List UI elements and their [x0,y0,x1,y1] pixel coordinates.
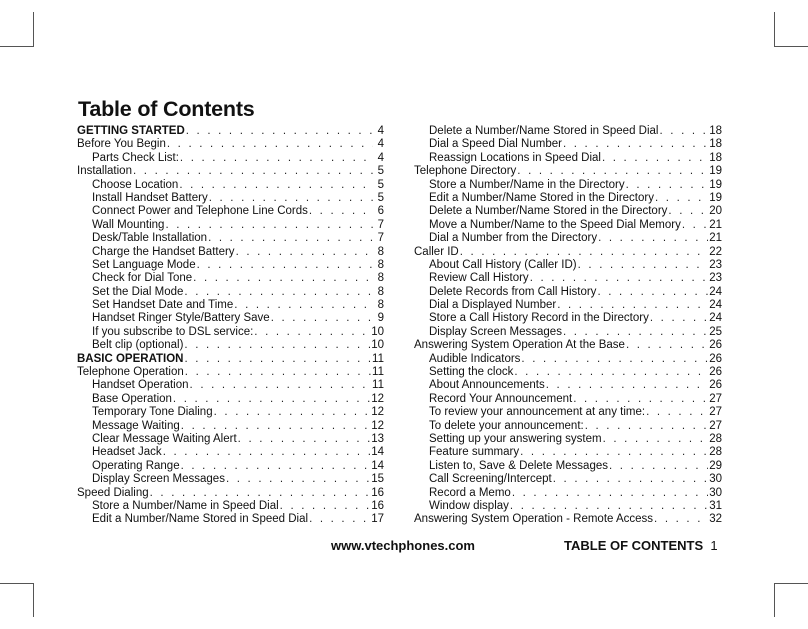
toc-entry-page: 24 [709,299,722,312]
toc-entry [77,339,384,352]
toc-entry [77,460,384,473]
toc-leader-dots [517,165,708,178]
toc-leader-dots [165,219,373,232]
toc-entry [414,219,722,232]
toc-leader-dots [226,473,370,486]
toc-entry-page: 12 [371,419,384,432]
toc-leader-dots [530,272,709,285]
toc-entry [414,326,722,339]
toc-entry-title: Record Your Announcement [429,392,573,405]
toc-entry-title: Answering System Operation - Remote Access [414,513,654,526]
toc-entry [414,152,722,165]
toc-leader-dots [254,326,370,339]
toc-entry [414,312,722,325]
toc-entry-title: Setting the clock [429,366,514,379]
toc-leader-dots [603,433,709,446]
toc-entry-page: 26 [709,352,722,365]
toc-entry-title: Before You Begin [77,138,166,151]
toc-entry-title: Installation [77,165,132,178]
toc-entry-title: Setting up your answering system [429,432,602,445]
toc-leader-dots [181,420,370,433]
toc-leader-dots [197,259,373,272]
toc-entry-title: Handset Operation [92,379,189,392]
toc-entry-page: 23 [709,272,722,285]
toc-leader-dots [514,366,708,379]
toc-leader-dots [193,272,373,285]
toc-entry-page: 4 [377,138,384,151]
footer-section-title: TABLE OF CONTENTS [564,538,704,553]
toc-entry-title: Store a Call History Record in the Directory [429,312,649,325]
toc-entry [77,446,384,459]
toc-leader-dots [512,487,708,500]
toc-entry-title: BASIC OPERATION [77,352,184,365]
crop-mark [0,583,34,584]
toc-entry-page: 4 [377,151,384,164]
toc-entry [414,299,722,312]
toc-entry [414,192,722,205]
page-title: Table of Contents [78,97,255,121]
toc-entry-page: 27 [709,406,722,419]
toc-entry [77,487,384,500]
crop-mark [774,583,808,584]
toc-entry [414,339,722,352]
toc-entry [414,513,722,526]
toc-entry-page: 19 [709,178,722,191]
toc-entry-page: 12 [371,392,384,405]
toc-leader-dots [654,513,708,526]
toc-entry-title: GETTING STARTED [77,125,185,137]
toc-entry-page: 10 [371,325,384,338]
toc-leader-dots [650,312,708,325]
toc-entry [414,460,722,473]
toc-entry [77,246,384,259]
toc-entry-title: Dial a Displayed Number [429,299,557,312]
toc-leader-dots [563,326,708,339]
toc-entry-page: 8 [377,258,384,271]
toc-entry-page: 20 [709,205,722,218]
toc-entry-page: 27 [709,392,722,405]
toc-leader-dots [520,446,708,459]
toc-leader-dots [510,500,708,513]
toc-entry-page: 11 [372,366,384,379]
toc-entry-page: 18 [709,138,722,151]
toc-leader-dots [238,433,371,446]
crop-mark [0,46,34,47]
toc-entry-title: About Announcements [429,379,545,392]
toc-entry-title: Charge the Handset Battery [92,245,235,258]
toc-entry-page: 19 [709,191,722,204]
toc-entry [414,406,722,419]
toc-entry [414,246,722,259]
toc-entry-title: Store a Number/Name in the Directory [429,178,625,191]
toc-leader-dots [271,312,373,325]
toc-entry [414,393,722,406]
toc-entry-page: 5 [377,178,384,191]
toc-leader-dots [578,259,709,272]
toc-leader-dots [597,286,708,299]
toc-leader-dots [179,179,373,192]
toc-entry-title: Parts Check List: [92,151,179,164]
toc-leader-dots [598,232,708,245]
toc-entry-page: 28 [709,432,722,445]
toc-entry-title: Temporary Tone Dialing [92,406,213,419]
footer-page-number: 1 [710,538,718,553]
toc-entry-title: Call Screening/Intercept [429,473,552,486]
toc-leader-dots [553,473,708,486]
toc-entry-title: Telephone Operation [77,366,184,379]
toc-entry [414,286,722,299]
toc-entry-page: 8 [377,299,384,312]
toc-entry-title: Display Screen Messages [92,473,225,486]
toc-entry-page: 14 [371,459,384,472]
toc-entry-title: To review your announcement at any time: [429,406,646,419]
toc-entry-page: 32 [709,513,722,526]
crop-mark [33,12,34,46]
toc-entry [77,152,384,165]
toc-leader-dots [133,165,373,178]
toc-entry-page: 28 [709,446,722,459]
toc-leader-dots [573,393,708,406]
toc-entry-page: 7 [377,218,384,231]
toc-leader-dots [190,379,372,392]
toc-entry-title: Speed Dialing [77,486,149,499]
toc-entry-page: 15 [371,473,384,486]
toc-entry-page: 31 [709,499,722,512]
toc-entry [77,299,384,312]
crop-mark [774,583,775,617]
toc-entry-title: Listen to, Save & Delete Messages [429,459,608,472]
toc-entry [77,312,384,325]
toc-leader-dots [208,232,373,245]
toc-entry [414,205,722,218]
toc-leader-dots [167,138,373,151]
toc-entry-title: Store a Number/Name in Speed Dial [92,499,279,512]
toc-leader-dots [209,192,373,205]
toc-entry-title: Edit a Number/Name Stored in the Directory [429,191,654,204]
toc-entry [414,433,722,446]
toc-entry-title: Window display [429,499,509,512]
toc-entry [77,138,384,151]
toc-entry-page: 11 [372,379,384,392]
toc-leader-dots [668,205,708,218]
toc-entry-page: 17 [371,513,384,526]
toc-entry-title: Message Waiting [92,419,180,432]
toc-leader-dots [234,299,373,312]
toc-entry-title: Choose Location [92,178,179,191]
toc-leader-dots [236,246,373,259]
toc-entry-page: 25 [709,325,722,338]
toc-entry [77,272,384,285]
toc-entry-page: 8 [377,245,384,258]
toc-entry-title: Delete a Number/Name Stored in the Directory [429,205,668,218]
toc-entry-title: Answering System Operation At the Base [414,339,625,352]
toc-entry-page: 8 [377,272,384,285]
toc-entry-page: 8 [377,285,384,298]
toc-entry [77,259,384,272]
toc-entry-title: Set the Dial Mode [92,285,184,298]
toc-entry-title: Handset Ringer Style/Battery Save [92,312,270,325]
toc-entry-title: Record a Memo [429,486,511,499]
toc-entry-page: 23 [709,258,722,271]
toc-entry-title: Install Handset Battery [92,191,208,204]
toc-entry-title: Wall Mounting [92,218,165,231]
toc-entry [414,379,722,392]
toc-entry-title: Move a Number/Name to the Speed Dial Memory [429,218,681,231]
toc-leader-dots [460,246,708,259]
toc-column-right [414,125,722,527]
toc-entry-title: Set Handset Date and Time [92,299,234,312]
toc-entry-page: 24 [709,285,722,298]
toc-leader-dots [626,179,709,192]
toc-entry-page: 11 [372,352,384,365]
toc-entry-page: 5 [377,165,384,178]
crop-mark [774,46,808,47]
toc-leader-dots [180,152,373,165]
footer-section [564,538,718,553]
toc-entry [414,446,722,459]
toc-leader-dots [163,446,371,459]
toc-leader-dots [646,406,708,419]
toc-entry-title: Clear Message Waiting Alert [92,432,237,445]
toc-entry [77,379,384,392]
toc-entry [414,366,722,379]
toc-leader-dots [185,353,372,366]
toc-entry [414,420,722,433]
toc-entry-title: Caller ID [414,245,459,258]
toc-entry-title: Edit a Number/Name Stored in Speed Dial [92,513,309,526]
toc-leader-dots [173,393,370,406]
toc-entry-title: Desk/Table Installation [92,232,208,245]
toc-entry-page: 16 [371,486,384,499]
toc-entry [77,420,384,433]
toc-leader-dots [280,500,371,513]
toc-entry [414,353,722,366]
toc-entry-page: 26 [709,339,722,352]
toc-leader-dots [585,420,708,433]
toc-entry-page: 10 [371,339,384,352]
toc-entry [77,500,384,513]
toc-entry [77,219,384,232]
toc-leader-dots [184,286,373,299]
toc-entry-title: Check for Dial Tone [92,272,193,285]
toc-leader-dots [563,138,708,151]
toc-leader-dots [185,366,371,379]
toc-entry-title: Dial a Number from the Directory [429,232,598,245]
toc-entry-page: 19 [709,165,722,178]
toc-entry-page: 22 [709,245,722,258]
toc-leader-dots [609,460,708,473]
toc-entry [77,232,384,245]
crop-mark [33,583,34,617]
toc-entry-page: 7 [377,232,384,245]
toc-entry-page: 12 [371,406,384,419]
toc-entry-title: If you subscribe to DSL service: [92,325,254,338]
crop-mark [774,12,775,46]
toc-entry-page: 5 [377,191,384,204]
toc-entry-page: 6 [377,205,384,218]
toc-leader-dots [309,513,370,526]
toc-leader-dots [186,125,373,138]
toc-entry-title: Feature summary [429,446,520,459]
toc-entry-page: 4 [377,125,384,137]
toc-leader-dots [181,460,371,473]
toc-entry-title: To delete your announcement: [429,419,584,432]
toc-entry-page: 18 [709,125,722,137]
toc-entry-page: 9 [377,312,384,325]
toc-entry-title: Dial a Speed Dial Number [429,138,562,151]
toc-leader-dots [557,299,708,312]
toc-entry [414,473,722,486]
toc-entry-title: Telephone Directory [414,165,517,178]
toc-entry-title: Review Call History [429,272,529,285]
toc-entry [77,366,384,379]
toc-leader-dots [659,125,708,138]
toc-entry-title: Headset Jack [92,446,162,459]
toc-entry-title: Reassign Locations in Speed Dial [429,151,601,164]
toc-entry-title: Base Operation [92,392,172,405]
toc-entry-page: 26 [709,379,722,392]
toc-entry [77,406,384,419]
toc-entry [414,500,722,513]
toc-entry [414,179,722,192]
toc-entry [77,326,384,339]
toc-entry [77,179,384,192]
toc-entry [77,192,384,205]
toc-leader-dots [682,219,708,232]
toc-entry-title: Delete Records from Call History [429,285,597,298]
toc-entry-page: 21 [709,232,722,245]
toc-entry [77,513,384,526]
toc-entry-page: 18 [709,151,722,164]
toc-entry-page: 21 [709,218,722,231]
toc-leader-dots [602,152,708,165]
toc-leader-dots [309,205,373,218]
toc-entry-title: Connect Power and Telephone Line Cords [92,205,308,218]
toc-entry [414,487,722,500]
toc-entry-title: Belt clip (optional) [92,339,184,352]
toc-leader-dots [184,339,370,352]
toc-entry-page: 30 [709,486,722,499]
toc-entry [77,205,384,218]
toc-entry [77,165,384,178]
toc-entry-page: 27 [709,419,722,432]
toc-entry-page: 13 [371,432,384,445]
toc-entry [77,125,384,138]
toc-entry [414,125,722,138]
toc-entry-page: 16 [371,499,384,512]
toc-column-left [77,125,384,527]
toc-entry [414,272,722,285]
toc-entry-title: Audible Indicators [429,352,521,365]
toc-entry [77,433,384,446]
toc-leader-dots [546,379,708,392]
toc-entry [77,353,384,366]
toc-entry [414,138,722,151]
toc-leader-dots [150,487,371,500]
toc-leader-dots [655,192,708,205]
toc-leader-dots [521,353,708,366]
toc-entry-title: Delete a Number/Name Stored in Speed Dial [429,125,659,137]
toc-leader-dots [214,406,371,419]
toc-entry [414,232,722,245]
toc-entry [414,165,722,178]
toc-entry-page: 26 [709,366,722,379]
toc-entry-title: About Call History (Caller ID) [429,258,577,271]
toc-entry-page: 29 [709,459,722,472]
toc-entry-title: Display Screen Messages [429,325,562,338]
toc-entry-page: 30 [709,473,722,486]
toc-entry-page: 24 [709,312,722,325]
toc-entry [77,286,384,299]
toc-leader-dots [626,339,708,352]
toc-entry-title: Set Language Mode [92,258,196,271]
toc-entry-title: Operating Range [92,459,180,472]
toc-entry [414,259,722,272]
toc-entry [77,393,384,406]
toc-entry-page: 14 [371,446,384,459]
footer-url: www.vtechphones.com [331,538,475,553]
toc-entry [77,473,384,486]
